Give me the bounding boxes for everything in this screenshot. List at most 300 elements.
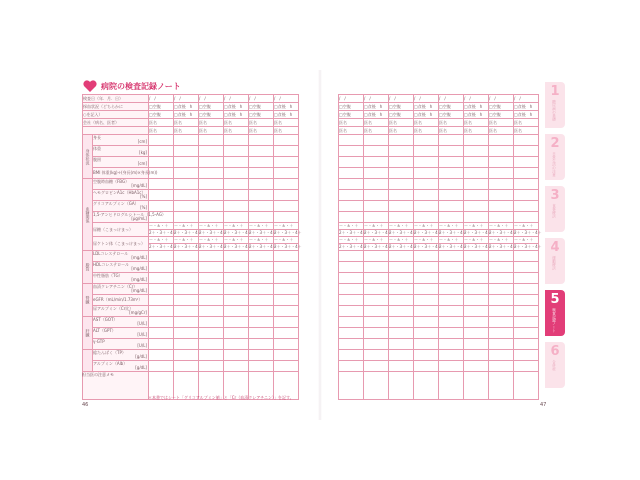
entry-cell xyxy=(514,262,539,273)
entry-cell xyxy=(514,361,539,372)
entry-cell xyxy=(149,146,174,157)
entry-cell: 2＋・3＋・4＋ xyxy=(174,244,202,249)
entry-cell xyxy=(339,328,364,339)
entry-cell xyxy=(489,273,514,284)
table-row xyxy=(83,328,299,339)
entry-cell xyxy=(439,179,464,190)
table-row xyxy=(339,295,539,306)
entry-cell xyxy=(274,273,299,284)
entry-cell: 医名 xyxy=(439,119,464,127)
table-row xyxy=(83,168,299,179)
entry-cell xyxy=(339,284,364,295)
entry-cell xyxy=(199,262,224,273)
entry-cell xyxy=(389,273,414,284)
entry-cell: 2＋・3＋・4＋ xyxy=(514,244,542,249)
entry-cell xyxy=(224,328,249,339)
entry-cell: 2＋・3＋・4＋ xyxy=(389,244,417,249)
table-row xyxy=(339,230,539,237)
entry-cell: 医名 xyxy=(489,127,514,135)
entry-cell xyxy=(224,251,249,262)
entry-cell xyxy=(489,168,514,179)
entry-cell xyxy=(389,317,414,328)
entry-cell xyxy=(339,273,364,284)
entry-cell xyxy=(339,295,364,306)
entry-cell xyxy=(389,284,414,295)
entry-cell xyxy=(389,157,414,168)
entry-cell xyxy=(364,251,389,262)
entry-cell: □空腹 xyxy=(249,103,274,111)
entry-cell xyxy=(414,146,439,157)
table-row xyxy=(339,223,539,230)
entry-cell xyxy=(274,251,299,262)
entry-cell xyxy=(199,317,224,328)
entry-cell xyxy=(464,306,489,317)
entry-cell xyxy=(439,135,464,146)
entry-cell xyxy=(439,262,464,273)
header-label: 会社（病名、医者） xyxy=(83,119,149,127)
entry-cell xyxy=(199,339,224,350)
entry-cell: 医名 xyxy=(414,127,439,135)
entry-cell xyxy=(414,306,439,317)
item-label xyxy=(93,201,149,212)
entry-cell xyxy=(464,284,489,295)
entry-cell: / / xyxy=(149,95,174,103)
entry-cell xyxy=(224,168,249,179)
entry-cell: ー・±・＋ xyxy=(389,237,414,244)
item-label xyxy=(93,361,149,372)
book-fold xyxy=(318,70,322,420)
table-row xyxy=(339,361,539,372)
item-unit: [cm] xyxy=(137,161,147,166)
entry-cell: / / xyxy=(514,95,539,103)
entry-cell: 医名 xyxy=(339,127,364,135)
entry-cell xyxy=(249,295,274,306)
entry-cell: □食後 h xyxy=(364,111,389,119)
entry-cell: □食後 h xyxy=(364,103,389,111)
entry-cell xyxy=(464,212,489,223)
entry-cell xyxy=(149,262,174,273)
category-label xyxy=(83,350,93,372)
entry-cell: □食後 h xyxy=(414,103,439,111)
item-label xyxy=(93,306,149,317)
entry-cell xyxy=(514,168,539,179)
entry-cell: ー・±・＋ xyxy=(274,223,299,230)
chapter-tab-3[interactable] xyxy=(545,186,565,232)
entry-cell: 医名 xyxy=(199,127,224,135)
item-label xyxy=(93,284,149,295)
entry-cell xyxy=(249,146,274,157)
entry-cell xyxy=(274,295,299,306)
item-unit: [mg/dL] xyxy=(131,255,147,260)
chapter-tab-number: 5 xyxy=(550,292,560,307)
entry-cell xyxy=(489,339,514,350)
entry-cell xyxy=(514,212,539,223)
entry-cell: 2＋・3＋・4＋ xyxy=(364,230,392,235)
chapter-tab-1[interactable] xyxy=(545,82,565,128)
item-name: BMI 体重(kg)÷(身長(m)×身長(m)) xyxy=(93,170,158,175)
entry-cell: ー・±・＋ xyxy=(274,237,299,244)
entry-cell: 医名 xyxy=(489,119,514,127)
entry-cell xyxy=(514,317,539,328)
item-unit: [mg/dL] xyxy=(131,277,147,282)
chapter-tab-label: 合併症 xyxy=(552,360,557,371)
entry-cell xyxy=(514,190,539,201)
entry-cell: 2＋・3＋・4＋ xyxy=(364,244,392,249)
chapter-tab-6[interactable] xyxy=(545,342,565,388)
entry-cell: ー・±・＋ xyxy=(149,237,174,244)
table-row xyxy=(339,95,539,103)
right-record-table xyxy=(338,94,542,400)
entry-cell: 医名 xyxy=(174,119,199,127)
item-name: 尿糖（こまっけまっ） xyxy=(93,226,133,232)
entry-cell xyxy=(489,201,514,212)
entry-cell xyxy=(464,135,489,146)
entry-cell xyxy=(464,168,489,179)
table-row xyxy=(83,262,299,273)
entry-cell: □空腹 xyxy=(389,103,414,111)
item-unit: [U/L] xyxy=(137,321,147,326)
header-label: ○を記入） xyxy=(83,111,149,119)
entry-cell xyxy=(274,157,299,168)
entry-cell xyxy=(389,201,414,212)
table-row xyxy=(339,284,539,295)
entry-cell xyxy=(514,328,539,339)
entry-cell xyxy=(224,350,249,361)
entry-cell xyxy=(274,284,299,295)
entry-cell xyxy=(464,350,489,361)
entry-cell xyxy=(224,339,249,350)
entry-cell xyxy=(464,157,489,168)
entry-cell xyxy=(414,190,439,201)
table-row xyxy=(339,350,539,361)
entry-cell xyxy=(174,146,199,157)
entry-cell: 2＋・3＋・4＋ xyxy=(464,244,492,249)
entry-cell xyxy=(489,306,514,317)
entry-cell xyxy=(174,328,199,339)
item-unit: [mg/gCr] xyxy=(129,310,147,315)
entry-cell: 医名 xyxy=(464,119,489,127)
entry-cell: ー・±・＋ xyxy=(364,237,389,244)
entry-cell xyxy=(274,135,299,146)
entry-cell: □空腹 xyxy=(489,111,514,119)
entry-cell xyxy=(199,251,224,262)
entry-cell xyxy=(274,361,299,372)
item-label xyxy=(93,190,149,201)
item-label xyxy=(93,237,149,251)
entry-cell: 2＋・3＋・4＋ xyxy=(439,244,467,249)
item-name: 血清クレアチニン（Cr） xyxy=(93,284,138,289)
entry-cell xyxy=(464,339,489,350)
chapter-tab-label: 日常生活の注意 xyxy=(552,152,557,177)
table-row xyxy=(339,111,539,119)
entry-cell: 2＋・3＋・4＋ xyxy=(339,230,367,235)
table-row xyxy=(83,135,299,146)
chapter-tab-5[interactable] xyxy=(545,290,565,336)
entry-cell: ー・±・＋ xyxy=(364,223,389,230)
entry-cell xyxy=(389,262,414,273)
entry-cell xyxy=(149,317,174,328)
table-row xyxy=(339,201,539,212)
item-unit: [U/L] xyxy=(137,343,147,348)
item-name: HDLコレステロール xyxy=(93,262,130,267)
item-name: 総たんぱく（TP） xyxy=(93,350,126,355)
entry-cell xyxy=(224,317,249,328)
item-unit: [g/dL] xyxy=(135,365,147,370)
table-row xyxy=(339,135,539,146)
chapter-tab-4[interactable] xyxy=(545,238,565,284)
entry-cell xyxy=(149,135,174,146)
entry-cell xyxy=(439,168,464,179)
chapter-tab-number: 6 xyxy=(550,344,560,359)
entry-cell xyxy=(514,146,539,157)
item-label xyxy=(93,295,149,306)
entry-cell xyxy=(224,262,249,273)
entry-cell xyxy=(464,190,489,201)
entry-cell xyxy=(174,284,199,295)
entry-cell xyxy=(174,190,199,201)
entry-cell: 医名 xyxy=(464,127,489,135)
entry-cell xyxy=(464,146,489,157)
table-row xyxy=(83,95,299,103)
item-name: 尿ケトン体（こまっけまっ） xyxy=(93,240,145,246)
entry-cell xyxy=(414,284,439,295)
entry-cell xyxy=(439,350,464,361)
entry-cell xyxy=(199,190,224,201)
item-label xyxy=(93,262,149,273)
entry-cell: / / xyxy=(489,95,514,103)
entry-cell xyxy=(489,350,514,361)
entry-cell xyxy=(414,179,439,190)
memo-entry xyxy=(489,372,514,400)
entry-cell xyxy=(224,273,249,284)
item-name: 尿アルブミン（Cr比） xyxy=(93,306,134,311)
entry-cell xyxy=(149,179,174,190)
table-row xyxy=(339,237,539,244)
entry-cell xyxy=(339,190,364,201)
table-row xyxy=(339,244,539,251)
entry-cell xyxy=(174,361,199,372)
entry-cell xyxy=(389,179,414,190)
entry-cell xyxy=(514,350,539,361)
entry-cell: 2＋・3＋・4＋ xyxy=(489,230,517,235)
entry-cell xyxy=(414,251,439,262)
entry-cell: ー・±・＋ xyxy=(464,223,489,230)
item-name: 身長 xyxy=(93,135,101,140)
table-row xyxy=(339,146,539,157)
entry-cell xyxy=(174,168,199,179)
entry-cell xyxy=(199,328,224,339)
chapter-tab-number: 4 xyxy=(550,240,560,255)
entry-cell: 2＋・3＋・4＋ xyxy=(274,230,302,235)
item-name: eGFR（mL/min/1.73m²） xyxy=(93,297,143,302)
entry-cell xyxy=(514,295,539,306)
table-row xyxy=(339,317,539,328)
header-label xyxy=(83,127,149,135)
item-label xyxy=(93,179,149,190)
category-label: 血糖関係 xyxy=(83,179,93,251)
table-row xyxy=(339,127,539,135)
table-row xyxy=(83,237,299,244)
table-row xyxy=(339,212,539,223)
table-row xyxy=(83,223,299,230)
category-label: 肝臓 xyxy=(83,317,93,350)
entry-cell xyxy=(274,179,299,190)
entry-cell: ー・±・＋ xyxy=(414,223,439,230)
entry-cell xyxy=(174,350,199,361)
item-unit: [g/dL] xyxy=(135,354,147,359)
entry-cell xyxy=(149,306,174,317)
entry-cell xyxy=(249,157,274,168)
entry-cell xyxy=(174,201,199,212)
entry-cell: 2＋・3＋・4＋ xyxy=(389,230,417,235)
entry-cell xyxy=(489,328,514,339)
entry-cell xyxy=(389,168,414,179)
footnote: ＊本書ではシート「グリコアルブミン値」と「Cr（血清クレアチニン）」を記す。 xyxy=(148,395,294,400)
category-label: 脂質 xyxy=(83,251,93,284)
item-name: 腹囲 xyxy=(93,157,101,162)
entry-cell: 医名 xyxy=(339,119,364,127)
item-label xyxy=(93,251,149,262)
entry-cell xyxy=(364,328,389,339)
entry-cell xyxy=(364,135,389,146)
left-record-table xyxy=(82,94,302,400)
entry-cell: 医名 xyxy=(149,127,174,135)
entry-cell xyxy=(389,251,414,262)
entry-cell xyxy=(224,201,249,212)
entry-cell xyxy=(464,317,489,328)
entry-cell xyxy=(149,157,174,168)
entry-cell: □空腹 xyxy=(249,111,274,119)
entry-cell xyxy=(489,157,514,168)
entry-cell xyxy=(274,168,299,179)
entry-cell: 医名 xyxy=(389,119,414,127)
entry-cell xyxy=(224,179,249,190)
entry-cell xyxy=(439,212,464,223)
entry-cell xyxy=(414,201,439,212)
table-row xyxy=(83,103,299,111)
entry-cell: 2＋・3＋・4＋ xyxy=(224,244,252,249)
memo-entry xyxy=(464,372,489,400)
entry-cell: □食後 h xyxy=(274,111,299,119)
entry-cell xyxy=(464,273,489,284)
entry-cell xyxy=(339,146,364,157)
table-row xyxy=(83,273,299,284)
entry-cell: □食後 h xyxy=(464,103,489,111)
entry-cell xyxy=(339,135,364,146)
entry-cell: 医名 xyxy=(514,119,539,127)
entry-cell xyxy=(414,339,439,350)
entry-cell xyxy=(274,190,299,201)
entry-cell: □空腹 xyxy=(439,103,464,111)
entry-cell: 医名 xyxy=(149,119,174,127)
entry-cell xyxy=(439,157,464,168)
entry-cell xyxy=(199,168,224,179)
entry-cell: 医名 xyxy=(224,127,249,135)
entry-cell xyxy=(389,190,414,201)
entry-cell xyxy=(249,284,274,295)
entry-cell xyxy=(514,157,539,168)
entry-cell xyxy=(199,295,224,306)
entry-cell: ー・±・＋ xyxy=(389,223,414,230)
entry-cell xyxy=(339,212,364,223)
entry-cell xyxy=(414,262,439,273)
entry-cell: ー・±・＋ xyxy=(224,237,249,244)
entry-cell xyxy=(364,190,389,201)
entry-cell: / / xyxy=(464,95,489,103)
entry-cell: 2＋・3＋・4＋ xyxy=(149,244,177,249)
table-row xyxy=(83,306,299,317)
entry-cell xyxy=(464,179,489,190)
entry-cell xyxy=(389,295,414,306)
entry-cell: / / xyxy=(199,95,224,103)
entry-cell: ー・±・＋ xyxy=(439,223,464,230)
chapter-tab-2[interactable] xyxy=(545,134,565,180)
table-row xyxy=(83,339,299,350)
table-row xyxy=(339,339,539,350)
entry-cell xyxy=(274,201,299,212)
entry-cell xyxy=(414,295,439,306)
item-unit: [%] xyxy=(140,194,147,199)
entry-cell xyxy=(439,146,464,157)
entry-cell xyxy=(489,262,514,273)
entry-cell xyxy=(174,295,199,306)
entry-cell xyxy=(364,179,389,190)
entry-cell xyxy=(274,317,299,328)
item-label xyxy=(93,146,149,157)
entry-cell xyxy=(439,273,464,284)
entry-cell: 医名 xyxy=(174,127,199,135)
entry-cell: 医名 xyxy=(439,127,464,135)
entry-cell: 2＋・3＋・4＋ xyxy=(439,230,467,235)
entry-cell: □食後 h xyxy=(224,103,249,111)
entry-cell xyxy=(389,306,414,317)
table-row xyxy=(339,328,539,339)
item-unit: [U/L] xyxy=(137,332,147,337)
entry-cell xyxy=(364,339,389,350)
entry-cell xyxy=(174,306,199,317)
item-name: LDLコレステロール xyxy=(93,251,129,256)
entry-cell xyxy=(149,190,174,201)
item-label xyxy=(93,273,149,284)
entry-cell xyxy=(514,135,539,146)
entry-cell xyxy=(224,361,249,372)
entry-cell xyxy=(149,201,174,212)
entry-cell xyxy=(364,317,389,328)
entry-cell xyxy=(489,135,514,146)
entry-cell xyxy=(364,273,389,284)
entry-cell: 医名 xyxy=(199,119,224,127)
heart-icon xyxy=(82,79,98,93)
entry-cell: 2＋・3＋・4＋ xyxy=(199,244,227,249)
entry-cell xyxy=(339,317,364,328)
entry-cell xyxy=(149,361,174,372)
entry-cell: 医名 xyxy=(364,127,389,135)
entry-cell xyxy=(489,284,514,295)
table-row xyxy=(83,127,299,135)
item-unit: [mg/dL] xyxy=(131,266,147,271)
table-row xyxy=(83,179,299,190)
entry-cell xyxy=(464,251,489,262)
entry-cell xyxy=(274,328,299,339)
entry-cell: ー・±・＋ xyxy=(199,223,224,230)
item-name: ALT（GPT） xyxy=(93,328,116,333)
entry-cell xyxy=(414,157,439,168)
entry-cell xyxy=(199,284,224,295)
memo-entry xyxy=(414,372,439,400)
entry-cell xyxy=(464,262,489,273)
entry-cell xyxy=(339,306,364,317)
entry-cell xyxy=(274,339,299,350)
